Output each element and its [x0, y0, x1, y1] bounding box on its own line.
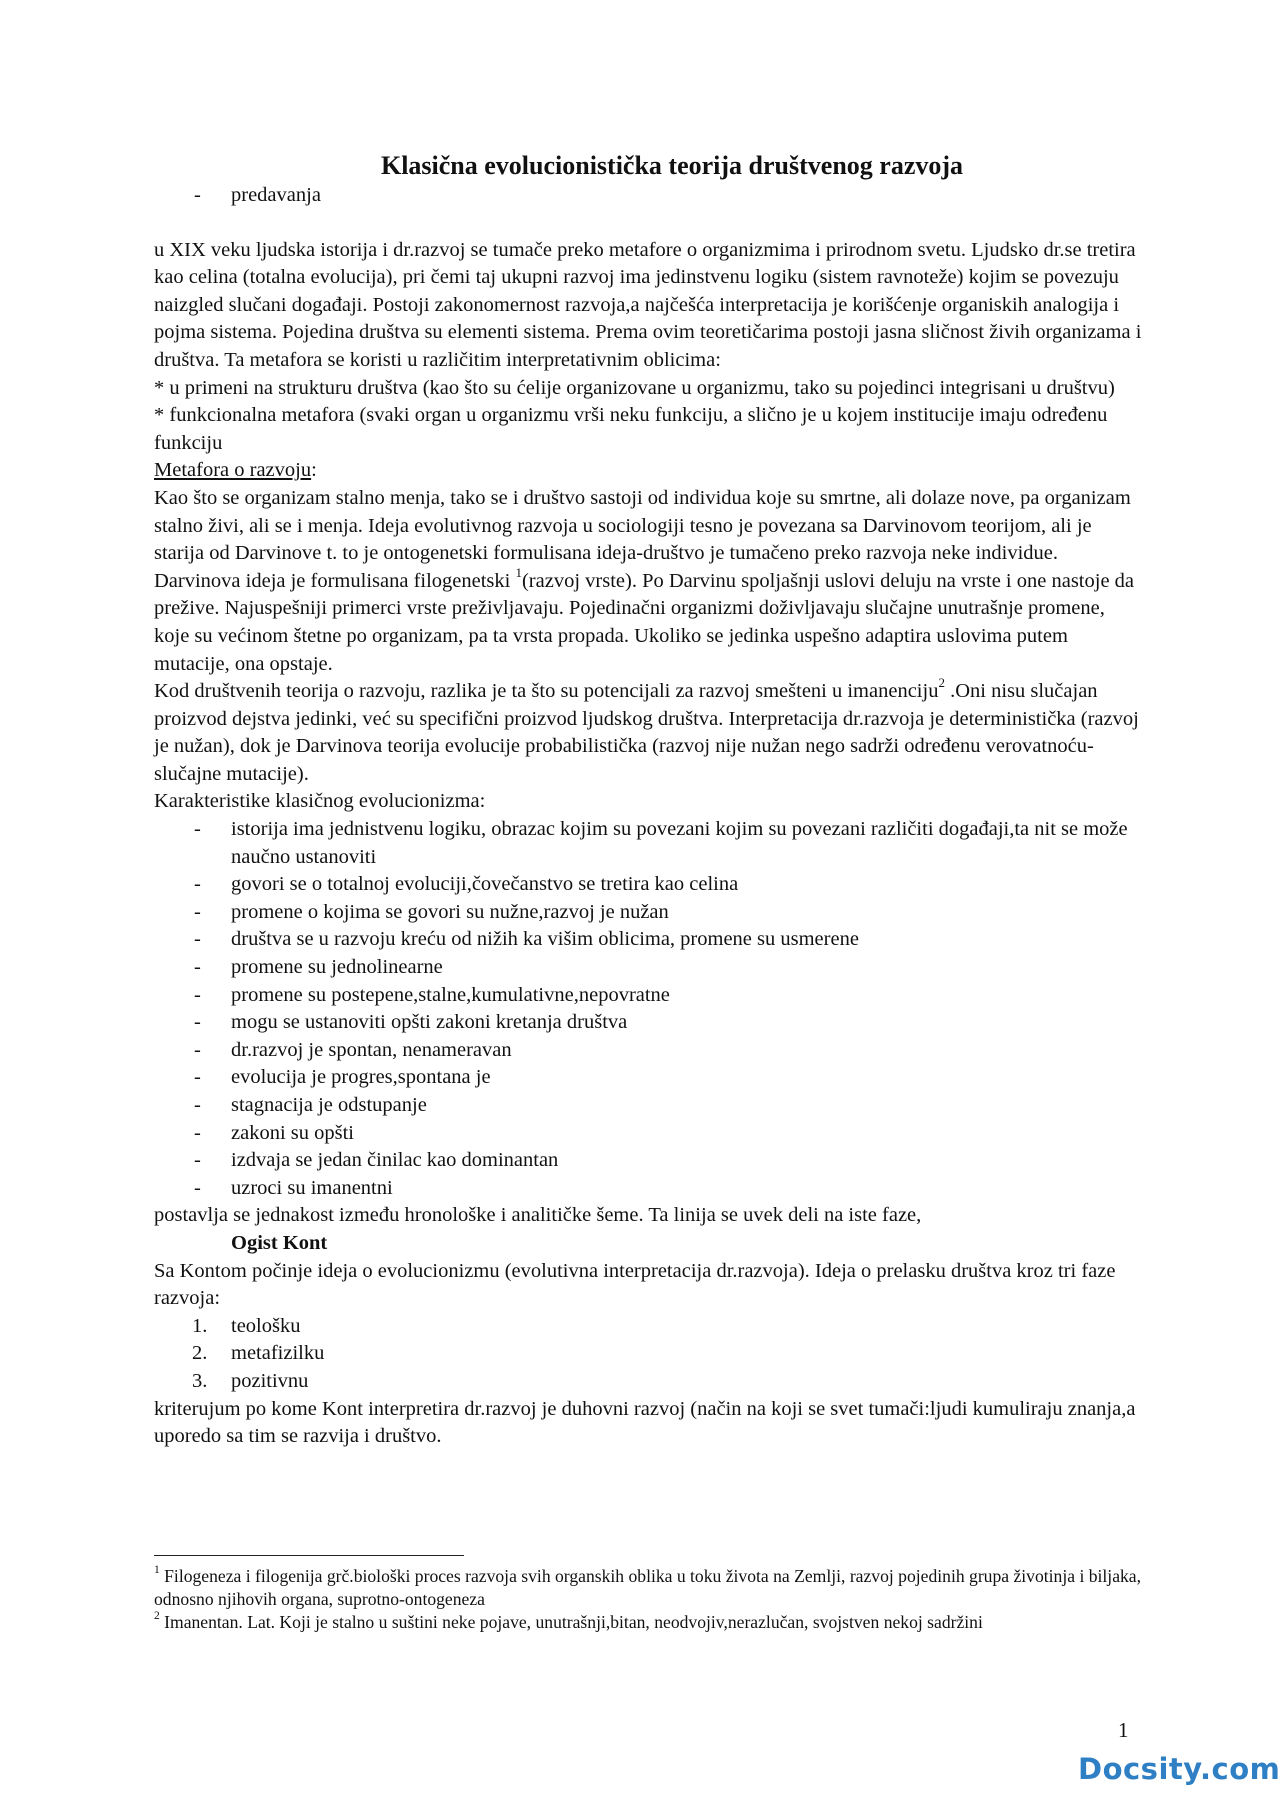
intro-paragraph: u XIX veku ljudska istorija i dr.razvoj se tumače preko metafore o organizmima i prirodnom svetu. Ljudsko dr.se tretira kao celina (totalna evolucija), pri čemi taj ukupni razvoj ima jedinstvenu logiku (sistem ravnoteže) kojim se povezuju naizgled slučani događaji. Postoji zakonomernost razvoja,a najčešća interpretacija je korišćenje organiskih analogija i pojma sistema. Pojedina društva su elementi sistema. Prema ovim teoretičarima postoji jasna sličnost živih organizama i društva. Ta metafora se koristi u različitim interpretativnim oblicima: [154, 238, 1142, 371]
list-item: - stagnacija je odstupanje [194, 1094, 427, 1116]
faze-list [154, 1313, 1144, 1396]
list-item: 2. metafizilku [192, 1342, 325, 1365]
footnote-1: $^1$ Filogeneza i filogenija grč.biološki proces razvoja svih organskih oblika u toku života na Zemlji, razvoj pojedinih grupa životinja i biljaka, odnosno njihovih organa, suprotno-ontogeneza [154, 1564, 1142, 1609]
list-item: - izdvaja se jedan činilac kao dominantan [194, 1149, 559, 1172]
karakteristike-heading: Karakteristike klasičnog evolucionizma: [154, 790, 486, 813]
list-item: - govori se o totalnoj evoluciji,čovečanstvo se tretira kao celina [194, 873, 739, 896]
list-item: 3. pozitivnu [192, 1369, 309, 1392]
metaphor-structure-item: * u primeni na strukturu društva (kao što su ćelije organizovane u organizmu, tako su pojedinci integrisani u društvu) [154, 376, 1115, 399]
footnote-divider [154, 1555, 464, 1556]
kont-paragraph: Sa Kontom počinje ideja o evolucionizmu (evolutivna interpretacija dr.razvoja). Ideja o prelasku društva kroz tri faze razvoja: [154, 1259, 1116, 1310]
list-item: - evolucija je progres,spontana je [194, 1066, 491, 1089]
list-item: - istorija ima jednistvenu logiku, obrazac kojim su povezani kojim su povezani različiti događaji,ta nit se može naučno ustanoviti [194, 818, 1128, 868]
page-title: Klasična evolucionistička teorija društvenog razvoja [380, 151, 964, 180]
list-item: - promene su postepene,stalne,kumulativne,nepovratne [194, 983, 670, 1006]
metafora-heading: Metafora o razvoju [154, 459, 312, 482]
list-item: - uzroci su imanentni [194, 1176, 393, 1199]
page-number: 1 [1118, 1718, 1129, 1742]
subtitle-line [154, 182, 1144, 210]
dash-marker: - [194, 184, 201, 206]
kod-paragraph: Kod društvenih teorija o razvoju, razlika je ta što su potencijali za razvoj smešteni u imanenciju$^2$ .Oni nisu slučajan proizvod dejstva jedinki, već su specifični proizvod ljudskog društva. Interpretacija dr.razvoja je deterministička (razvoj je nužan), dok je Darvinova teorija evolucije probabilistička (razvoj nije nužan nego sadrži određenu verovatnoću-slučajne mutacije). [154, 675, 1139, 785]
metaphor-function-item: * funkcionalna metafora (svaki organ u organizmu vrši neku funkciju, a slično je u kojem institucije imaju određenu funkciju [154, 404, 1108, 454]
docsity-logo-link[interactable]: Docsity.com [1078, 1752, 1280, 1786]
subtitle: predavanja [231, 184, 321, 206]
list-item: - društva se u razvoju kreću od nižih ka višim oblicima, promene su usmerene [194, 928, 859, 951]
list-item: - promene su jednolinearne [194, 956, 443, 979]
kont-heading: Ogist Kont [231, 1231, 328, 1254]
list-item: - dr.razvoj je spontan, nenameravan [194, 1038, 512, 1061]
darvin-paragraph: Darvinova ideja je formulisana filogenetski $^1$(razvoj vrste). Po Darvinu spoljašnji uslovi deluju na vrste i one nastoje da prežive. Najuspešniji primerci vrste preživljavaju. Pojedinačni organizmi doživljavaju slučajne unutrašnje promene, koje su većinom štetne po organizam, pa ta vrsta propada. Ukoliko se jedinka uspešno adaptira uslovima putem mutacije, ona opstaje. [154, 564, 1135, 675]
footnote-ref-1[interactable]: 1 [515, 564, 522, 580]
karakteristike-list [154, 816, 1144, 1202]
list-item: 1. teološku [192, 1314, 301, 1337]
footnotes [154, 1565, 1144, 1634]
footnote-2: $^2$ Imanentan. Lat. Koji je stalno u suštini neke pojave, unutrašnji,bitan, neodvojiv,nerazlučan, svojstven nekoj sadržini [154, 1610, 983, 1632]
document-body [154, 150, 1144, 1451]
metafora-paragraph: Kao što se organizam stalno menja, tako se i društvo sastoji od individua koje su smrtne, ali dolaze nove, pa organizam stalno živi, ali se i menja. Ideja evolutivnog razvoja u sociologiji tesno je povezana sa Darvinovom teorijom, ali je starija od Darvinove t. to je ontogenetski formulisana ideja-društvo je tumačeno preko razvoja neke individue. [154, 486, 1131, 565]
list-item: - mogu se ustanoviti opšti zakoni kretanja društva [194, 1011, 628, 1034]
footnote-ref-2[interactable]: 2 [938, 675, 945, 691]
metafora-heading-line: Metafora o razvoju: [154, 459, 317, 482]
postavlja-paragraph: postavlja se jednakost između hronološke i analitičke šeme. Ta linija se uvek deli na iste faze, [154, 1204, 922, 1227]
list-item: - zakoni su opšti [194, 1121, 354, 1144]
kriterijum-paragraph: kriterujum po kome Kont interpretira dr.razvoj je duhovni razvoj (način na koji se svet tumači:ljudi kumuliraju znanja,a uporedo sa tim se razvija i društvo. [154, 1397, 1136, 1448]
list-item: - promene o kojima se govori su nužne,razvoj je nužan [194, 900, 669, 923]
